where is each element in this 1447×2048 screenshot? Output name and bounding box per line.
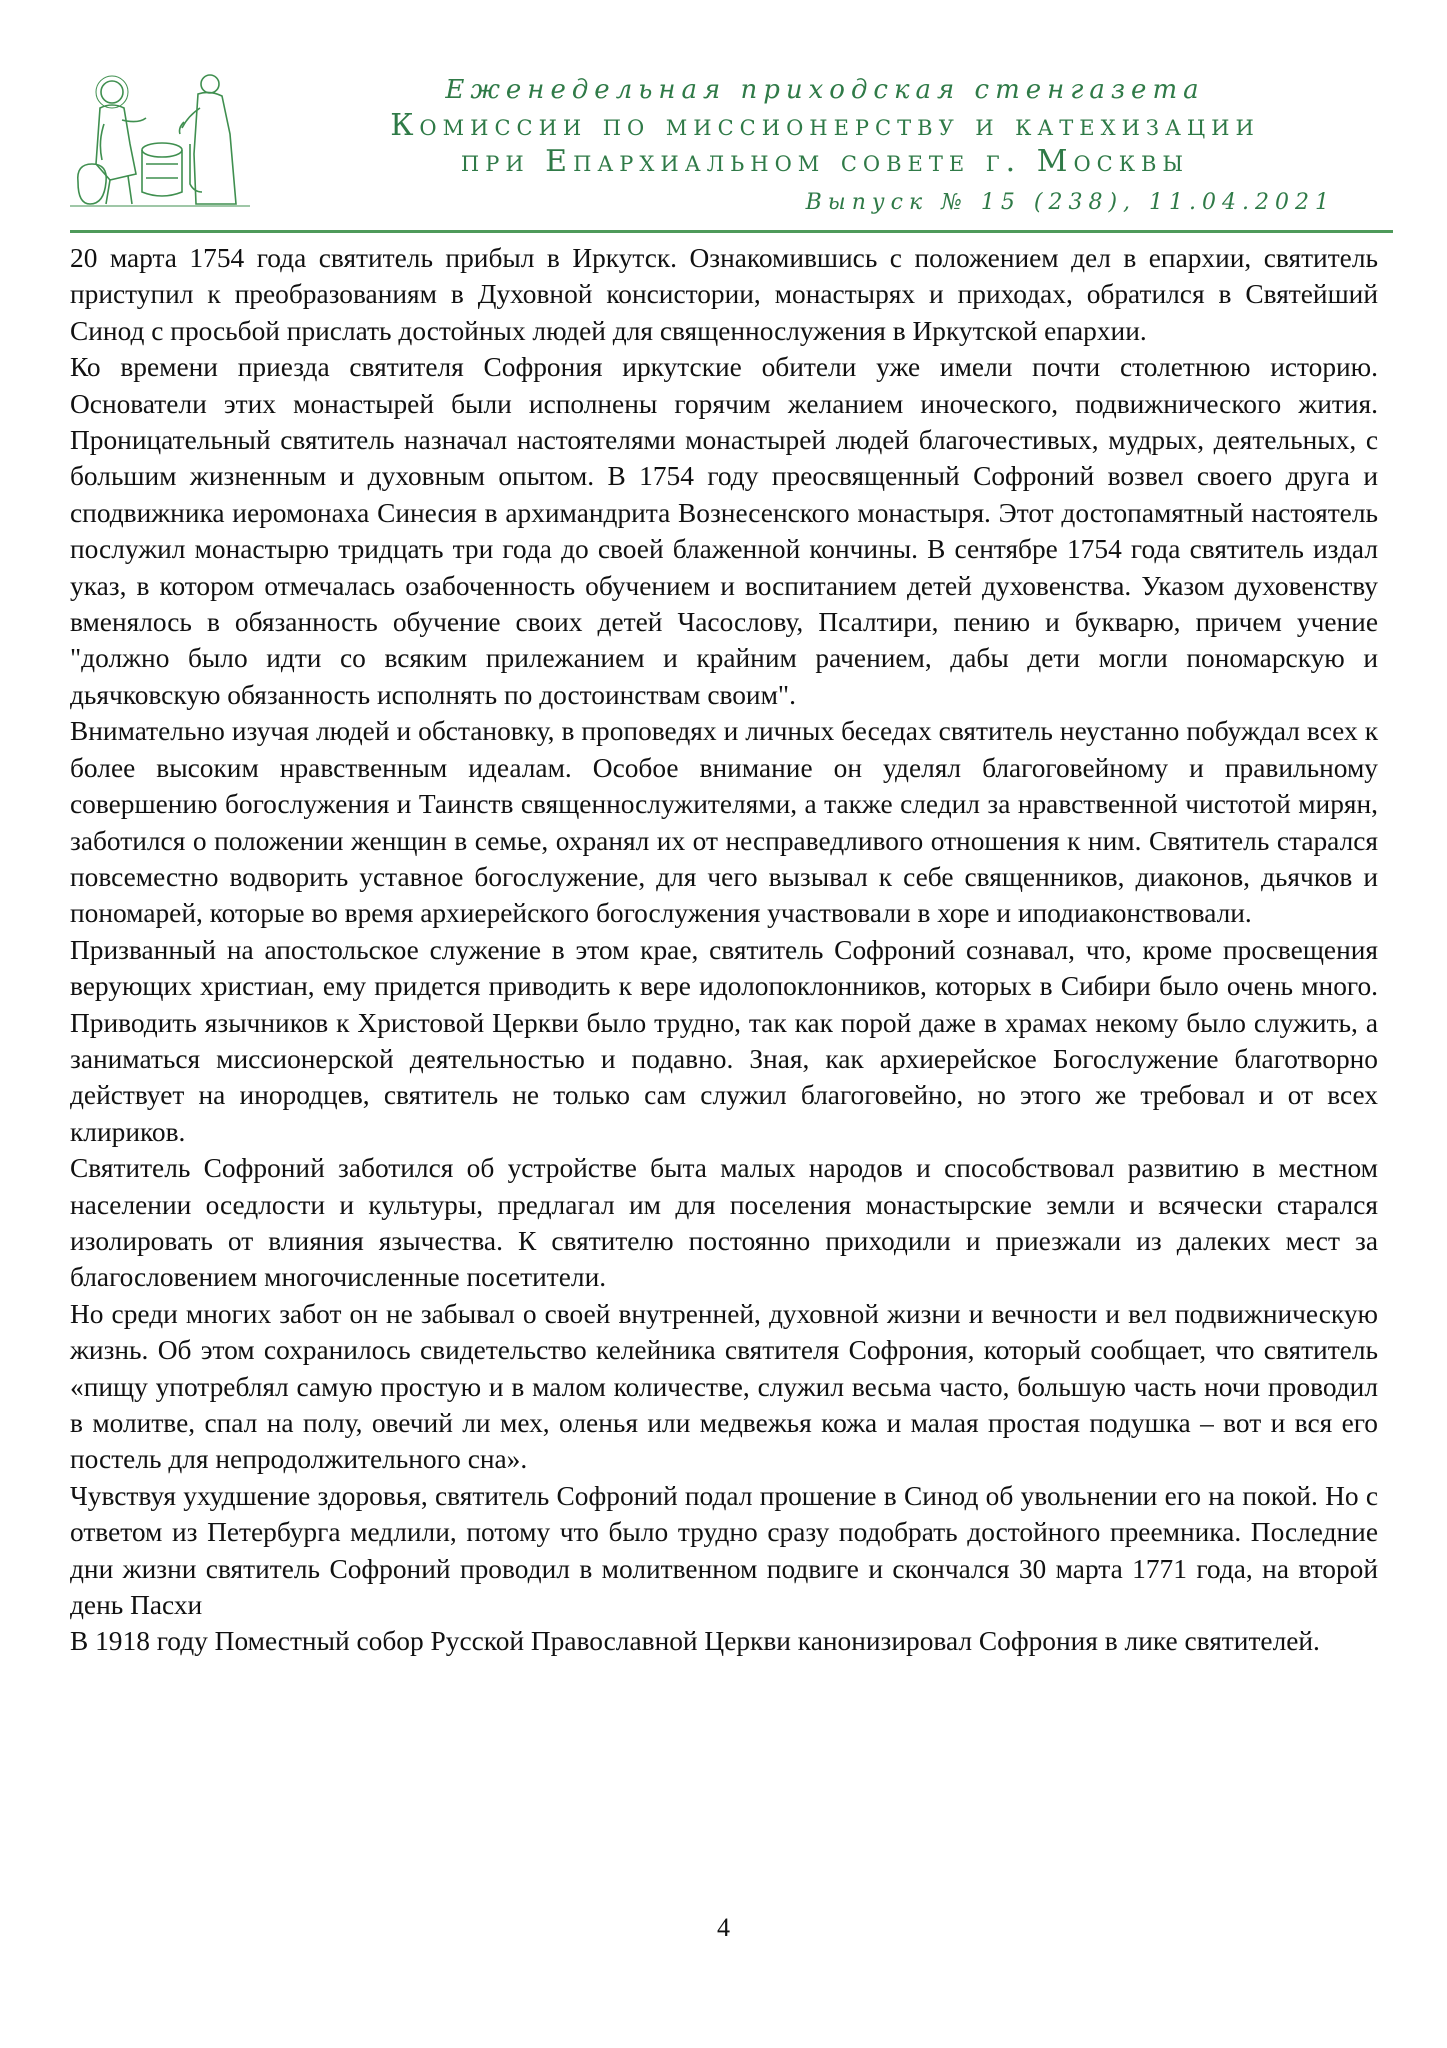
paragraph: Но среди многих забот он не забывал о своей внутренней, духовной жизни и вечности и вел подвижническую жизнь. Об этом сохранилось свидетельство келейника святителя Софрония, который сообщает, что святитель «пищу употреблял самую простую и в малом количестве, служил весьма часто, большую часть ночи проводил в молитве, спал на полу, овечий ли мех, оленья или медвежья кожа и малая простая подушка – вот и вся его постель для непродолжительного сна». [70, 1298, 1378, 1475]
masthead-subtitle: Еженедельная приходская стенгазета [445, 75, 1205, 105]
paragraph: В 1918 году Поместный собор Русской Православной Церкви канонизировал Софрония в лике святителей. [70, 1626, 1320, 1657]
paragraph: Призванный на апостольское служение в этом крае, святитель Софроний сознавал, что, кроме просвещения верующих христиан, ему придется приводить к вере идолопоклонников, которых в Сибири было очень много. Приводить язычников к Христовой Церкви было трудно, так как порой даже в храмах некому было служить, а заниматься миссионерской деятельностью и подавно. Зная, как архиерейское Богослужение благотворно действует на инородцев, святитель не только сам служил благоговейно, но этого же требовал и от всех клириков. [70, 934, 1378, 1147]
paragraph: Святитель Софроний заботился об устройстве быта малых народов и способствовал развитию в местном населении оседлости и культуры, предлагал им для поселения монастырские земли и всячески старался изолировать от влияния язычества. К святителю постоянно приходили и приезжали из далеких мест за благословением многочисленные посетители. [70, 1153, 1378, 1293]
paragraph: 20 марта 1754 года святитель прибыл в Иркутск. Ознакомившись с положением дел в епархии, святитель приступил к преобразованиям в Духовной консистории, монастырях и приходах, обратился в Святейший Синод с просьбой прислать достойных людей для священнослужения в Иркутской епархии. [70, 243, 1378, 346]
paragraph: Ко времени приезда святителя Софрония иркутские обители уже имели почти столетнюю историю. Основатели этих монастырей были исполнены горячим желанием иноческого, подвижнического жития. Проницательный святитель назначал настоятелями монастырей людей благочестивых, мудрых, деятельных, с большим жизненным и духовным опытом. В 1754 году преосвященный Софроний возвел своего друга и сподвижника иеромонаха Синесия в архимандрита Вознесенского монастыря. Этот достопамятный настоятель послужил монастырю тридцать три года до своей блаженной кончины. В сентябре 1754 года святитель издал указ, в котором отмечалась озабоченность обучением и воспитанием детей духовенства. Указом духовенству вменялось в обязанность обучение своих детей Часослову, Псалтири, пению и букварю, причем учение "должно было идти со всяким прилежанием и крайним рачением, дабы дети могли пономарскую и дьячковскую обязанность исполнять по достоинствам своим". [70, 352, 1378, 710]
page-number: 4 [717, 1913, 730, 1942]
masthead-title-line2: при Епархиальном совете г. Москвы [460, 144, 1190, 179]
masthead-title-line1: Комиссии по миссионерству и катехизации [390, 108, 1260, 143]
paragraph: Внимательно изучая людей и обстановку, в проповедях и личных беседах святитель неустанно побуждал всех к более высоким нравственным идеалам. Особое внимание он уделял благоговейному и правильному совершению богослужения и Таинств священнослужителями, а также следил за нравственной чистотой мирян, заботился о положении женщин в семье, охранял их от несправедливого отношения к ним. Святитель старался повсеместно водворить уставное богослужение, для чего вызывал к себе священников, диаконов, дьячков и пономарей, которые во время архиерейского богослужения участвовали в хоре и иподиаконствовали. [70, 716, 1378, 929]
masthead [70, 64, 1390, 234]
issue-info: Выпуск № 15 (238), 11.04.2021 [805, 190, 1335, 215]
masthead-text [300, 72, 1350, 180]
article-body [70, 240, 1378, 1660]
samaritan-woman-at-well-icon [70, 64, 250, 214]
paragraph: Чувствуя ухудшение здоровья, святитель Софроний подал прошение в Синод об увольнении его на покой. Но с ответом из Петербурга медлили, потому что было трудно сразу подобрать достойного преемника. Последние дни жизни святитель Софроний проводил в молитвенном подвиге и скончался 30 марта 1771 года, на второй день Пасхи [70, 1480, 1378, 1621]
header-divider [70, 230, 1393, 233]
